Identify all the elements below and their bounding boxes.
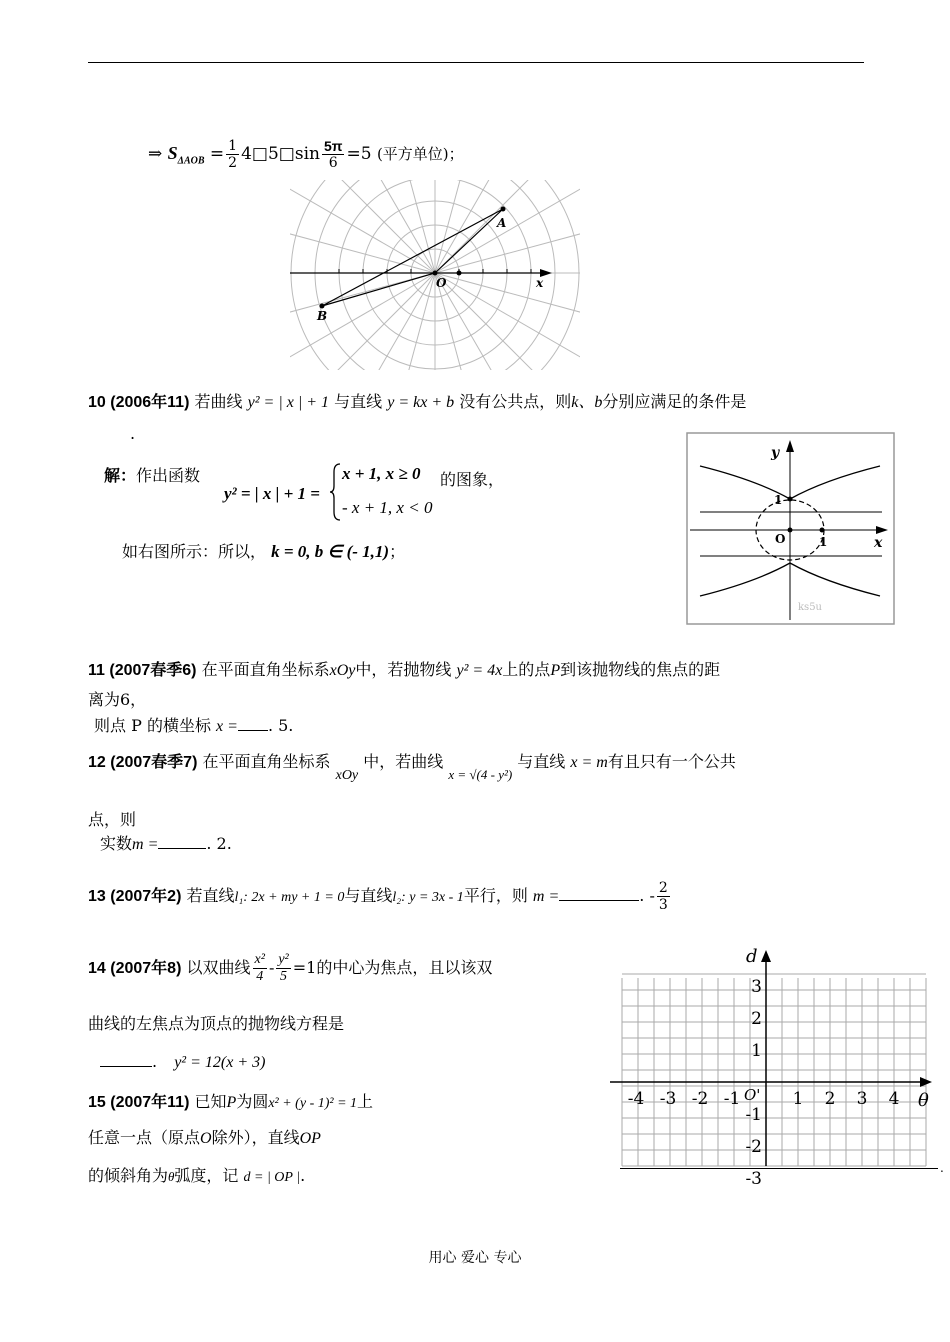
item10-func-lhs: y² = | x | + 1 = (224, 484, 320, 503)
label-o: O (436, 276, 447, 290)
trailing-dot: . (940, 1161, 944, 1175)
item12-line3: 实数m = . 2. (100, 834, 232, 853)
item15-line2: 任意一点（原点O除外），直线OP (88, 1128, 321, 1147)
point-a (501, 207, 506, 212)
fig2-label-o: O (775, 532, 786, 546)
fig2-label-1y: 1 (774, 493, 783, 507)
label-x: x (536, 276, 544, 290)
item12-line2: 点，则 (88, 810, 137, 829)
page-footer: 用心 爱心 专心 (428, 1250, 522, 1266)
point-unit (457, 271, 462, 276)
polar-grid-figure (290, 180, 580, 370)
fig2-label-1x: 1 (819, 535, 828, 549)
grid-xtick: 4 (888, 1089, 900, 1109)
label-b: B (317, 309, 328, 323)
item10-solution: 解：作出函数 (104, 466, 201, 485)
point-b (320, 304, 325, 309)
item10-sol-text2: 的图象， (440, 470, 505, 489)
item10-case1: x + 1, x ≥ 0 (342, 464, 421, 483)
grid-xtick: -2 (691, 1089, 709, 1109)
label-a: A (497, 216, 507, 230)
grid-ytick: 1 (751, 1041, 762, 1061)
grid-ytick: -1 (745, 1105, 762, 1125)
grid-baseline (620, 1168, 938, 1169)
grid-xlabel: θ (918, 1090, 929, 1111)
watermark: ks5u (798, 602, 822, 613)
answer-blank[interactable] (559, 886, 639, 901)
item11-line3: 则点 P 的横坐标 x = . 5. (94, 716, 294, 735)
item13-line1: 13 (2007年2) 若直线l₁: 2x + my + 1 = 0与直线l₂: y = 3x - 1平行，则 m = . - $\frac{2}{3}$ (88, 880, 668, 913)
grid-xtick: 1 (792, 1089, 804, 1109)
grid-figure (606, 942, 944, 1189)
item10-line2: . (130, 424, 136, 443)
grid-xtick: 2 (824, 1089, 836, 1109)
grid-ylabel: d (746, 946, 758, 967)
item12-line1: 12 (2007春季7) 在平面直角坐标系 xOy 中，若曲线 $_{x = √(4 - y^2)}$ 与直线 x = m有且只有一个公共 (88, 752, 736, 783)
fig2-label-y: y (771, 445, 780, 461)
piecewise-brace (330, 462, 342, 522)
item14-line1: 14 (2007年8) 以双曲线 $\frac{\text{x²}}{4}$ - $\frac{\text{y²}}{5}$ =1的中心为焦点，且以该双 (88, 952, 493, 984)
grid-ytick: 2 (751, 1009, 762, 1029)
item10-line1: 10 (2006年11) 若曲线 y² = | x | + 1 与直线 y = kx + b 没有公共点，则k、b分别应满足的条件是 (88, 392, 747, 411)
grid-xtick: -3 (659, 1089, 677, 1109)
fig2-label-x: x (874, 535, 883, 551)
item15-line1: 15 (2007年11) 已知P为圆x² + (y - 1)² = 1上 (88, 1092, 374, 1111)
area-formula: ⇒ $S_{\Delta AOB}$ = $\frac{1}{2}$ 4□5□sin $\frac{5\pi}{6}$ =5 (平方单位)； (148, 138, 464, 171)
grid-origin: O' (744, 1086, 761, 1104)
grid-xtick: 3 (856, 1089, 868, 1109)
answer-blank[interactable] (158, 834, 206, 849)
item14-line2: 曲线的左焦点为顶点的抛物线方程是 (88, 1014, 345, 1033)
hyperbola-figure (686, 432, 896, 626)
grid-xtick: -4 (627, 1089, 645, 1109)
header-rule (88, 62, 864, 63)
point-o (433, 271, 438, 276)
item15-line3: 的倾斜角为θ弧度，记 d = | OP |. (88, 1166, 306, 1185)
item10-answer-line: 如右图所示：所以， k = 0, b ∈ (- 1,1)； (122, 542, 406, 561)
grid-xtick: -1 (723, 1089, 741, 1109)
item10-case2: - x + 1, x < 0 (342, 498, 433, 517)
item14-line3: . y² = 12(x + 3) (100, 1052, 265, 1073)
item11-line1: 11 (2007春季6) 在平面直角坐标系xOy中，若抛物线 y² = 4x上的点P到该抛物线的焦点的距 (88, 660, 721, 679)
grid-ytick: 3 (751, 977, 762, 997)
d-axis-arrow (761, 950, 771, 962)
grid-ytick: -3 (745, 1169, 762, 1189)
answer-blank[interactable] (100, 1052, 152, 1067)
answer-blank[interactable] (238, 716, 268, 731)
item11-line2: 离为6， (88, 690, 147, 709)
grid-ytick: -2 (745, 1137, 762, 1157)
